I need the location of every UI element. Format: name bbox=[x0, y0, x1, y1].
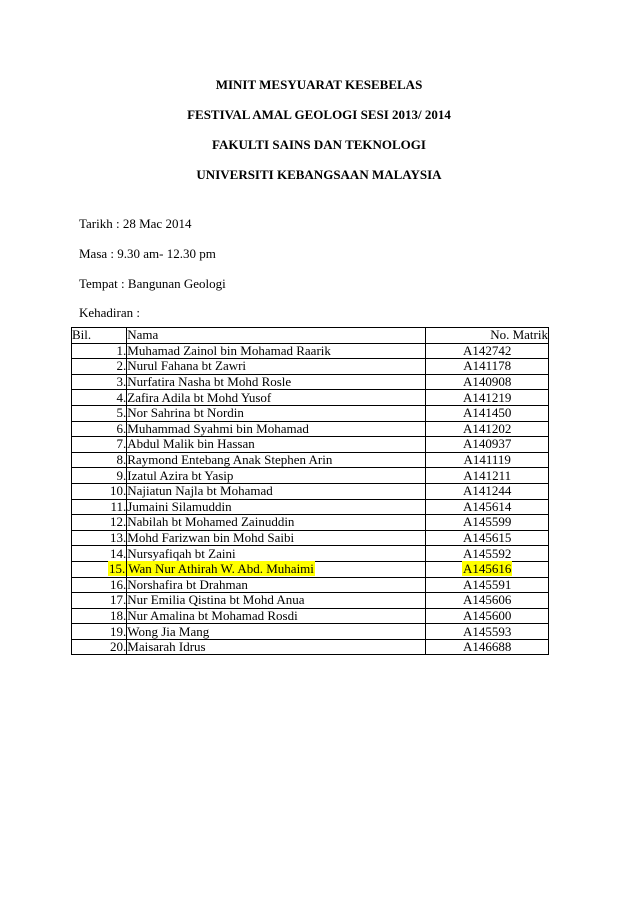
table-row bbox=[72, 390, 549, 406]
member-name: Nursyafiqah bt Zaini bbox=[127, 545, 236, 561]
table-row bbox=[72, 530, 549, 546]
table-row bbox=[72, 561, 549, 577]
matric-number: A141219 bbox=[462, 389, 512, 405]
matric-number-cell bbox=[426, 546, 549, 562]
row-number: 9. bbox=[116, 467, 127, 483]
row-number: 6. bbox=[116, 420, 127, 436]
matric-number: A145600 bbox=[462, 607, 512, 623]
matric-number-cell bbox=[426, 452, 549, 468]
matric-number-cell bbox=[426, 515, 549, 531]
table-row bbox=[72, 452, 549, 468]
row-number-cell bbox=[72, 390, 127, 406]
row-number-cell bbox=[72, 624, 127, 640]
member-name: Wan Nur Athirah W. Abd. Muhaimi bbox=[128, 561, 314, 577]
member-name: Najiatun Najla bt Mohamad bbox=[127, 483, 273, 499]
table-row bbox=[72, 343, 549, 359]
row-number-cell bbox=[72, 437, 127, 453]
row-number-cell bbox=[72, 421, 127, 437]
member-name-cell bbox=[127, 546, 426, 562]
matric-number-cell bbox=[426, 359, 549, 375]
matric-number: A141119 bbox=[463, 452, 511, 468]
table-row bbox=[72, 608, 549, 624]
member-name-cell bbox=[127, 405, 426, 421]
table-row bbox=[72, 515, 549, 531]
row-number: 11. bbox=[110, 498, 127, 514]
matric-number-cell bbox=[426, 421, 549, 437]
matric-number: A145615 bbox=[462, 530, 512, 546]
table-row bbox=[72, 593, 549, 609]
row-number: 20. bbox=[110, 639, 127, 655]
header-nama: Nama bbox=[127, 328, 426, 344]
matric-number: A145591 bbox=[462, 576, 512, 592]
table-row bbox=[72, 421, 549, 437]
matric-number: A145599 bbox=[462, 514, 512, 530]
member-name: Abdul Malik bin Hassan bbox=[127, 436, 255, 452]
matric-number-cell bbox=[426, 437, 549, 453]
member-name-cell bbox=[127, 639, 426, 655]
table-header-row bbox=[72, 328, 549, 344]
member-name: Nurul Fahana bt Zawri bbox=[127, 358, 247, 374]
matric-number-cell bbox=[426, 390, 549, 406]
row-number-cell bbox=[72, 499, 127, 515]
row-number: 16. bbox=[110, 576, 127, 592]
row-number-cell bbox=[72, 468, 127, 484]
header-bil: Bil. bbox=[72, 328, 127, 344]
matric-number: A141450 bbox=[462, 405, 512, 421]
member-name: Muhammad Syahmi bin Mohamad bbox=[127, 420, 309, 436]
member-name: Mohd Farizwan bin Mohd Saibi bbox=[127, 530, 295, 546]
matric-number-cell bbox=[426, 374, 549, 390]
table-row bbox=[72, 437, 549, 453]
member-name: Nur Amalina bt Mohamad Rosdi bbox=[127, 607, 298, 623]
row-number-cell bbox=[72, 593, 127, 609]
table-row bbox=[72, 374, 549, 390]
member-name-cell bbox=[127, 437, 426, 453]
member-name-cell bbox=[127, 624, 426, 640]
row-number: 7. bbox=[116, 436, 127, 452]
member-name: Muhamad Zainol bin Mohamad Raarik bbox=[127, 342, 331, 358]
row-number: 15. bbox=[109, 561, 126, 577]
row-number-cell bbox=[72, 530, 127, 546]
table-row bbox=[72, 359, 549, 375]
row-number: 13. bbox=[110, 530, 127, 546]
row-number: 1. bbox=[116, 342, 127, 358]
member-name-cell bbox=[127, 359, 426, 375]
matric-number: A145616 bbox=[462, 561, 512, 577]
row-number-cell bbox=[72, 374, 127, 390]
table-row bbox=[72, 546, 549, 562]
member-name-cell bbox=[127, 530, 426, 546]
row-number-cell bbox=[72, 359, 127, 375]
member-name-cell bbox=[127, 390, 426, 406]
member-name: Nur Emilia Qistina bt Mohd Anua bbox=[127, 592, 305, 608]
row-number-cell bbox=[72, 546, 127, 562]
member-name-cell bbox=[127, 343, 426, 359]
matric-number: A141244 bbox=[462, 483, 512, 499]
table-row bbox=[72, 499, 549, 515]
member-name: Maisarah Idrus bbox=[127, 639, 206, 655]
row-number-cell bbox=[72, 639, 127, 655]
member-name: Zafira Adila bt Mohd Yusof bbox=[127, 389, 272, 405]
member-name-cell bbox=[127, 515, 426, 531]
matric-number: A145593 bbox=[462, 623, 512, 639]
row-number-cell bbox=[72, 343, 127, 359]
matric-number: A146688 bbox=[462, 639, 512, 655]
table-row bbox=[72, 577, 549, 593]
matric-number-cell bbox=[426, 499, 549, 515]
member-name-cell bbox=[127, 468, 426, 484]
matric-number-cell bbox=[426, 468, 549, 484]
row-number: 3. bbox=[116, 374, 127, 390]
matric-number-cell bbox=[426, 561, 549, 577]
matric-number: A140908 bbox=[462, 374, 512, 390]
header-matrik: No. Matrik bbox=[426, 328, 549, 344]
meeting-date: Tarikh : 28 Mac 2014 bbox=[79, 216, 192, 231]
matric-number-cell bbox=[426, 624, 549, 640]
row-number: 5. bbox=[116, 405, 127, 421]
row-number-cell bbox=[72, 561, 127, 577]
row-number-cell bbox=[72, 405, 127, 421]
member-name-cell bbox=[127, 374, 426, 390]
row-number: 18. bbox=[110, 607, 127, 623]
member-name-cell bbox=[127, 577, 426, 593]
table-row bbox=[72, 483, 549, 499]
member-name-cell bbox=[127, 421, 426, 437]
row-number-cell bbox=[72, 515, 127, 531]
matric-number: A145592 bbox=[462, 545, 512, 561]
meeting-venue: Tempat : Bangunan Geologi bbox=[79, 276, 226, 291]
matric-number: A141202 bbox=[462, 420, 512, 436]
row-number-cell bbox=[72, 608, 127, 624]
attendance-label: Kehadiran : bbox=[79, 305, 141, 320]
matric-number: A140937 bbox=[462, 436, 512, 452]
document-title: MINIT MESYUARAT KESEBELAS bbox=[215, 77, 423, 92]
member-name: Nabilah bt Mohamed Zainuddin bbox=[127, 514, 295, 530]
row-number-cell bbox=[72, 483, 127, 499]
matric-number: A145614 bbox=[462, 498, 512, 514]
member-name-cell bbox=[127, 608, 426, 624]
member-name-cell bbox=[127, 452, 426, 468]
row-number-cell bbox=[72, 577, 127, 593]
row-number: 14. bbox=[110, 545, 127, 561]
matric-number-cell bbox=[426, 530, 549, 546]
matric-number-cell bbox=[426, 639, 549, 655]
matric-number-cell bbox=[426, 608, 549, 624]
member-name: Nurfatira Nasha bt Mohd Rosle bbox=[127, 374, 292, 390]
row-number: 2. bbox=[116, 358, 127, 374]
matric-number: A141211 bbox=[463, 467, 512, 483]
member-name-cell bbox=[127, 593, 426, 609]
matric-number-cell bbox=[426, 593, 549, 609]
faculty-title: FAKULTI SAINS DAN TEKNOLOGI bbox=[212, 137, 426, 152]
member-name: Izatul Azira bt Yasip bbox=[127, 467, 234, 483]
member-name: Jumaini Silamuddin bbox=[127, 498, 232, 514]
matric-number: A145606 bbox=[462, 592, 512, 608]
row-number: 17. bbox=[110, 592, 127, 608]
attendance-table-body bbox=[72, 343, 549, 655]
row-number: 12. bbox=[110, 514, 127, 530]
row-number: 8. bbox=[116, 452, 127, 468]
row-number: 10. bbox=[110, 483, 127, 499]
member-name: Wong Jia Mang bbox=[127, 623, 210, 639]
matric-number-cell bbox=[426, 343, 549, 359]
matric-number: A142742 bbox=[462, 342, 512, 358]
member-name: Nor Sahrina bt Nordin bbox=[127, 405, 244, 421]
table-row bbox=[72, 639, 549, 655]
member-name-cell bbox=[127, 561, 426, 577]
row-number-cell bbox=[72, 452, 127, 468]
member-name-cell bbox=[127, 483, 426, 499]
matric-number: A141178 bbox=[463, 358, 512, 374]
attendance-table bbox=[71, 327, 549, 655]
member-name-cell bbox=[127, 499, 426, 515]
matric-number-cell bbox=[426, 483, 549, 499]
member-name: Raymond Entebang Anak Stephen Arin bbox=[127, 452, 333, 468]
table-row bbox=[72, 624, 549, 640]
matric-number-cell bbox=[426, 405, 549, 421]
university-title: UNIVERSITI KEBANGSAAN MALAYSIA bbox=[196, 167, 442, 182]
row-number: 4. bbox=[116, 389, 127, 405]
member-name: Norshafira bt Drahman bbox=[127, 576, 248, 592]
event-title: FESTIVAL AMAL GEOLOGI SESI 2013/ 2014 bbox=[187, 107, 451, 122]
table-row bbox=[72, 405, 549, 421]
table-row bbox=[72, 468, 549, 484]
meeting-time: Masa : 9.30 am- 12.30 pm bbox=[79, 246, 216, 261]
matric-number-cell bbox=[426, 577, 549, 593]
row-number: 19. bbox=[110, 623, 127, 639]
